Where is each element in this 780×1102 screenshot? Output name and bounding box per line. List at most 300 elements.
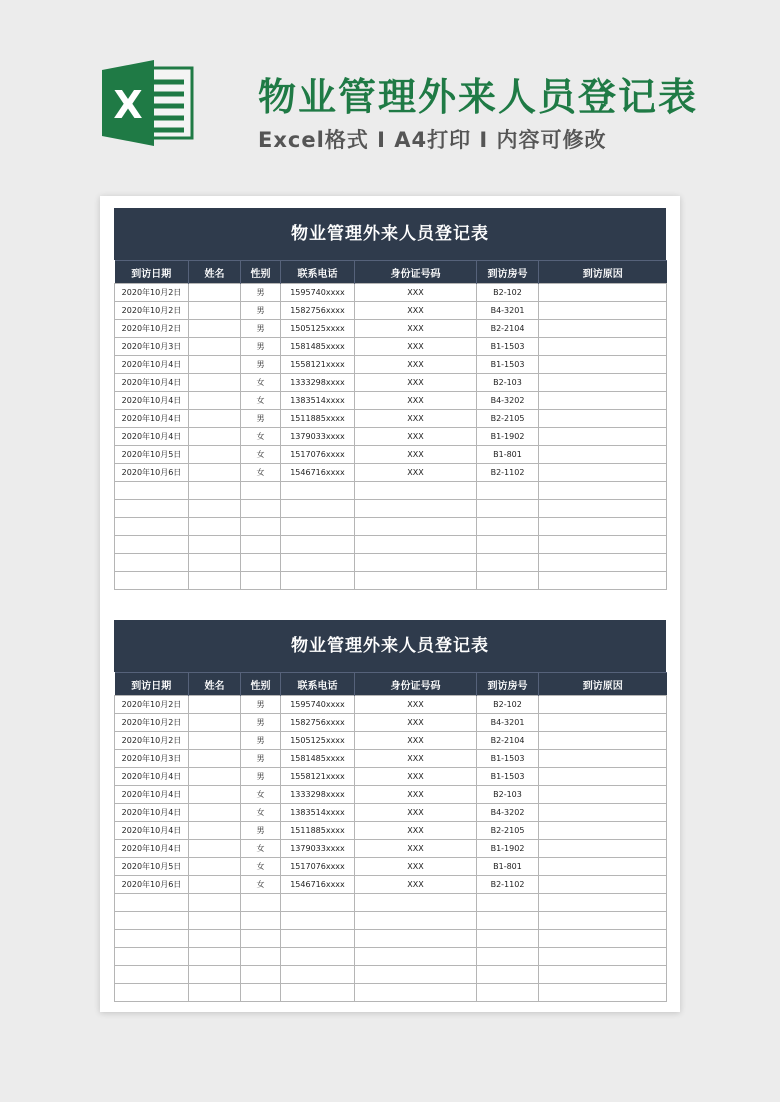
empty-table-row (115, 572, 667, 590)
page-subtitle: Excel格式 I A4打印 I 内容可修改 (258, 128, 607, 152)
cell-phone[interactable]: 1595740xxxx (281, 696, 355, 714)
cell-room-number[interactable] (477, 948, 539, 966)
cell-phone[interactable]: 1558121xxxx (281, 768, 355, 786)
cell-name[interactable] (189, 392, 241, 410)
cell-visit-date[interactable]: 2020年10月2日 (115, 714, 189, 732)
table-row (115, 320, 667, 338)
cell-visit-date[interactable]: 2020年10月4日 (115, 374, 189, 392)
cell-visit-date[interactable] (115, 536, 189, 554)
cell-room-number[interactable]: B1-801 (477, 446, 539, 464)
cell-visit-date[interactable]: 2020年10月5日 (115, 446, 189, 464)
table-header-row (115, 673, 667, 696)
cell-room-number[interactable]: B4-3202 (477, 392, 539, 410)
cell-room-number[interactable] (477, 984, 539, 1002)
column-header-id-number: 身份证号码 (355, 673, 477, 696)
table-row (115, 356, 667, 374)
header (0, 0, 780, 190)
column-header-visit-reason: 到访原因 (539, 673, 667, 696)
cell-id-number[interactable]: XXX (355, 732, 477, 750)
column-header-name: 姓名 (189, 673, 241, 696)
cell-name[interactable] (189, 966, 241, 984)
table-row (115, 410, 667, 428)
cell-visit-reason[interactable] (539, 912, 667, 930)
cell-room-number[interactable] (477, 572, 539, 590)
cell-name[interactable] (189, 554, 241, 572)
cell-gender[interactable] (241, 894, 281, 912)
column-header-name: 姓名 (189, 261, 241, 284)
cell-name[interactable] (189, 984, 241, 1002)
cell-name[interactable] (189, 536, 241, 554)
cell-room-number[interactable]: B1-1503 (477, 356, 539, 374)
cell-phone[interactable] (281, 572, 355, 590)
cell-gender[interactable]: 女 (241, 858, 281, 876)
empty-table-row (115, 482, 667, 500)
cell-visit-reason[interactable] (539, 338, 667, 356)
cell-visit-reason[interactable] (539, 374, 667, 392)
cell-phone[interactable]: 1517076xxxx (281, 446, 355, 464)
cell-phone[interactable]: 1333298xxxx (281, 374, 355, 392)
table-row (115, 392, 667, 410)
cell-visit-date[interactable]: 2020年10月4日 (115, 786, 189, 804)
column-header-visit-date: 到访日期 (115, 673, 189, 696)
empty-table-row (115, 948, 667, 966)
cell-phone[interactable]: 1511885xxxx (281, 410, 355, 428)
cell-id-number[interactable]: XXX (355, 356, 477, 374)
cell-gender[interactable]: 男 (241, 338, 281, 356)
cell-name[interactable] (189, 768, 241, 786)
cell-gender[interactable]: 女 (241, 786, 281, 804)
cell-name[interactable] (189, 572, 241, 590)
table-row (115, 464, 667, 482)
cell-visit-date[interactable] (115, 984, 189, 1002)
cell-gender[interactable] (241, 966, 281, 984)
cell-visit-date[interactable]: 2020年10月4日 (115, 840, 189, 858)
cell-phone[interactable] (281, 554, 355, 572)
cell-name[interactable] (189, 500, 241, 518)
table-row (115, 302, 667, 320)
cell-visit-date[interactable]: 2020年10月3日 (115, 338, 189, 356)
cell-name[interactable] (189, 518, 241, 536)
cell-visit-reason[interactable] (539, 930, 667, 948)
cell-id-number[interactable] (355, 894, 477, 912)
table-row (115, 750, 667, 768)
cell-gender[interactable] (241, 948, 281, 966)
cell-room-number[interactable]: B2-2105 (477, 822, 539, 840)
cell-room-number[interactable]: B1-1503 (477, 768, 539, 786)
cell-name[interactable] (189, 410, 241, 428)
cell-room-number[interactable] (477, 500, 539, 518)
cell-phone[interactable] (281, 500, 355, 518)
page-title: 物业管理外来人员登记表 (258, 75, 699, 119)
empty-table-row (115, 894, 667, 912)
cell-visit-date[interactable] (115, 554, 189, 572)
cell-id-number[interactable]: XXX (355, 696, 477, 714)
cell-visit-reason[interactable] (539, 500, 667, 518)
cell-name[interactable] (189, 464, 241, 482)
cell-phone[interactable] (281, 966, 355, 984)
cell-phone[interactable]: 1383514xxxx (281, 392, 355, 410)
sheet-title: 物业管理外来人员登记表 (114, 620, 666, 672)
cell-id-number[interactable] (355, 966, 477, 984)
cell-gender[interactable]: 女 (241, 840, 281, 858)
cell-visit-reason[interactable] (539, 732, 667, 750)
cell-name[interactable] (189, 374, 241, 392)
cell-phone[interactable] (281, 984, 355, 1002)
cell-room-number[interactable]: B2-1102 (477, 464, 539, 482)
cell-phone[interactable]: 1379033xxxx (281, 428, 355, 446)
cell-visit-date[interactable] (115, 572, 189, 590)
cell-phone[interactable]: 1595740xxxx (281, 284, 355, 302)
cell-visit-reason[interactable] (539, 984, 667, 1002)
cell-name[interactable] (189, 714, 241, 732)
cell-visit-reason[interactable] (539, 302, 667, 320)
cell-gender[interactable]: 男 (241, 320, 281, 338)
cell-visit-reason[interactable] (539, 410, 667, 428)
cell-gender[interactable]: 女 (241, 446, 281, 464)
cell-id-number[interactable] (355, 984, 477, 1002)
cell-phone[interactable]: 1379033xxxx (281, 840, 355, 858)
cell-id-number[interactable] (355, 536, 477, 554)
column-header-id-number: 身份证号码 (355, 261, 477, 284)
cell-phone[interactable]: 1383514xxxx (281, 804, 355, 822)
cell-name[interactable] (189, 930, 241, 948)
cell-phone[interactable]: 1546716xxxx (281, 876, 355, 894)
cell-room-number[interactable] (477, 894, 539, 912)
cell-id-number[interactable] (355, 500, 477, 518)
cell-gender[interactable]: 女 (241, 374, 281, 392)
cell-room-number[interactable]: B1-801 (477, 858, 539, 876)
column-header-room-number: 到访房号 (477, 261, 539, 284)
cell-gender[interactable]: 男 (241, 696, 281, 714)
cell-name[interactable] (189, 804, 241, 822)
cell-name[interactable] (189, 338, 241, 356)
column-header-phone: 联系电话 (281, 261, 355, 284)
cell-name[interactable] (189, 876, 241, 894)
empty-table-row (115, 536, 667, 554)
cell-visit-reason[interactable] (539, 696, 667, 714)
cell-room-number[interactable]: B1-1902 (477, 428, 539, 446)
cell-id-number[interactable]: XXX (355, 750, 477, 768)
cell-name[interactable] (189, 302, 241, 320)
cell-room-number[interactable]: B4-3201 (477, 714, 539, 732)
cell-id-number[interactable]: XXX (355, 822, 477, 840)
cell-phone[interactable] (281, 536, 355, 554)
table-row (115, 732, 667, 750)
cell-name[interactable] (189, 320, 241, 338)
table-row (115, 804, 667, 822)
cell-visit-reason[interactable] (539, 428, 667, 446)
cell-id-number[interactable] (355, 948, 477, 966)
cell-visit-date[interactable]: 2020年10月4日 (115, 768, 189, 786)
cell-name[interactable] (189, 894, 241, 912)
cell-name[interactable] (189, 840, 241, 858)
cell-gender[interactable]: 女 (241, 876, 281, 894)
table-row (115, 428, 667, 446)
cell-id-number[interactable]: XXX (355, 768, 477, 786)
cell-gender[interactable] (241, 518, 281, 536)
cell-gender[interactable]: 女 (241, 804, 281, 822)
cell-visit-date[interactable]: 2020年10月4日 (115, 410, 189, 428)
cell-visit-date[interactable]: 2020年10月2日 (115, 284, 189, 302)
cell-id-number[interactable] (355, 930, 477, 948)
cell-name[interactable] (189, 750, 241, 768)
cell-gender[interactable]: 男 (241, 732, 281, 750)
cell-visit-reason[interactable] (539, 482, 667, 500)
column-header-phone: 联系电话 (281, 673, 355, 696)
cell-phone[interactable]: 1582756xxxx (281, 714, 355, 732)
cell-gender[interactable]: 男 (241, 714, 281, 732)
cell-id-number[interactable]: XXX (355, 446, 477, 464)
cell-id-number[interactable]: XXX (355, 320, 477, 338)
cell-id-number[interactable]: XXX (355, 876, 477, 894)
cell-visit-date[interactable]: 2020年10月3日 (115, 750, 189, 768)
cell-room-number[interactable]: B2-2105 (477, 410, 539, 428)
cell-visit-date[interactable]: 2020年10月5日 (115, 858, 189, 876)
cell-visit-date[interactable]: 2020年10月2日 (115, 696, 189, 714)
cell-visit-date[interactable] (115, 930, 189, 948)
cell-id-number[interactable]: XXX (355, 804, 477, 822)
cell-id-number[interactable]: XXX (355, 338, 477, 356)
table-row (115, 696, 667, 714)
cell-visit-reason[interactable] (539, 392, 667, 410)
register-sheet-2 (114, 620, 666, 1002)
cell-name[interactable] (189, 446, 241, 464)
cell-room-number[interactable]: B4-3202 (477, 804, 539, 822)
cell-visit-reason[interactable] (539, 356, 667, 374)
register-sheet-1 (114, 208, 666, 590)
cell-visit-reason[interactable] (539, 320, 667, 338)
cell-gender[interactable] (241, 500, 281, 518)
table-row (115, 876, 667, 894)
cell-phone[interactable] (281, 930, 355, 948)
cell-visit-date[interactable]: 2020年10月6日 (115, 876, 189, 894)
cell-gender[interactable]: 男 (241, 822, 281, 840)
cell-id-number[interactable]: XXX (355, 392, 477, 410)
cell-visit-date[interactable] (115, 894, 189, 912)
table-row (115, 338, 667, 356)
cell-id-number[interactable]: XXX (355, 786, 477, 804)
cell-visit-date[interactable]: 2020年10月4日 (115, 804, 189, 822)
cell-phone[interactable] (281, 912, 355, 930)
column-header-visit-date: 到访日期 (115, 261, 189, 284)
cell-id-number[interactable]: XXX (355, 284, 477, 302)
column-header-gender: 性别 (241, 673, 281, 696)
cell-phone[interactable]: 1511885xxxx (281, 822, 355, 840)
cell-visit-reason[interactable] (539, 536, 667, 554)
cell-gender[interactable] (241, 572, 281, 590)
empty-table-row (115, 518, 667, 536)
table-row (115, 446, 667, 464)
cell-name[interactable] (189, 912, 241, 930)
cell-id-number[interactable] (355, 554, 477, 572)
empty-table-row (115, 966, 667, 984)
cell-gender[interactable]: 男 (241, 284, 281, 302)
cell-name[interactable] (189, 356, 241, 374)
cell-room-number[interactable] (477, 966, 539, 984)
cell-visit-date[interactable] (115, 500, 189, 518)
cell-gender[interactable]: 女 (241, 464, 281, 482)
cell-room-number[interactable]: B2-1102 (477, 876, 539, 894)
cell-phone[interactable]: 1582756xxxx (281, 302, 355, 320)
cell-name[interactable] (189, 786, 241, 804)
cell-room-number[interactable] (477, 536, 539, 554)
cell-phone[interactable] (281, 948, 355, 966)
cell-id-number[interactable] (355, 482, 477, 500)
cell-visit-reason[interactable] (539, 966, 667, 984)
empty-table-row (115, 984, 667, 1002)
cell-room-number[interactable] (477, 930, 539, 948)
cell-room-number[interactable]: B4-3201 (477, 302, 539, 320)
cell-room-number[interactable]: B2-102 (477, 696, 539, 714)
document-page (100, 196, 680, 1012)
cell-phone[interactable]: 1517076xxxx (281, 858, 355, 876)
cell-room-number[interactable] (477, 518, 539, 536)
cell-id-number[interactable] (355, 572, 477, 590)
empty-table-row (115, 500, 667, 518)
column-header-visit-reason: 到访原因 (539, 261, 667, 284)
cell-visit-reason[interactable] (539, 572, 667, 590)
cell-visit-date[interactable]: 2020年10月2日 (115, 732, 189, 750)
cell-visit-date[interactable]: 2020年10月4日 (115, 356, 189, 374)
cell-room-number[interactable] (477, 912, 539, 930)
cell-phone[interactable]: 1333298xxxx (281, 786, 355, 804)
table-row (115, 840, 667, 858)
cell-visit-reason[interactable] (539, 750, 667, 768)
cell-name[interactable] (189, 858, 241, 876)
cell-gender[interactable]: 女 (241, 392, 281, 410)
cell-visit-reason[interactable] (539, 876, 667, 894)
cell-visit-date[interactable]: 2020年10月2日 (115, 320, 189, 338)
logo-letter: X (113, 83, 143, 127)
cell-visit-reason[interactable] (539, 948, 667, 966)
cell-id-number[interactable]: XXX (355, 302, 477, 320)
cell-id-number[interactable]: XXX (355, 464, 477, 482)
table-row (115, 822, 667, 840)
sheet-title: 物业管理外来人员登记表 (114, 208, 666, 260)
cell-id-number[interactable]: XXX (355, 374, 477, 392)
empty-table-row (115, 912, 667, 930)
cell-visit-date[interactable]: 2020年10月2日 (115, 302, 189, 320)
cell-visit-date[interactable] (115, 912, 189, 930)
cell-gender[interactable]: 男 (241, 302, 281, 320)
cell-gender[interactable] (241, 984, 281, 1002)
cell-id-number[interactable] (355, 912, 477, 930)
cell-visit-date[interactable]: 2020年10月4日 (115, 822, 189, 840)
column-header-room-number: 到访房号 (477, 673, 539, 696)
cell-id-number[interactable]: XXX (355, 410, 477, 428)
cell-room-number[interactable]: B2-2104 (477, 732, 539, 750)
cell-name[interactable] (189, 482, 241, 500)
table-row (115, 714, 667, 732)
cell-id-number[interactable]: XXX (355, 840, 477, 858)
cell-visit-reason[interactable] (539, 858, 667, 876)
cell-visit-date[interactable]: 2020年10月6日 (115, 464, 189, 482)
table-row (115, 768, 667, 786)
cell-visit-reason[interactable] (539, 554, 667, 572)
cell-gender[interactable] (241, 554, 281, 572)
cell-room-number[interactable]: B2-103 (477, 786, 539, 804)
cell-gender[interactable]: 男 (241, 768, 281, 786)
excel-icon (100, 60, 196, 146)
cell-visit-reason[interactable] (539, 840, 667, 858)
cell-visit-reason[interactable] (539, 822, 667, 840)
cell-id-number[interactable]: XXX (355, 714, 477, 732)
cell-phone[interactable] (281, 482, 355, 500)
cell-phone[interactable]: 1558121xxxx (281, 356, 355, 374)
table-header-row (115, 261, 667, 284)
cell-visit-date[interactable]: 2020年10月4日 (115, 428, 189, 446)
cell-gender[interactable] (241, 912, 281, 930)
cell-gender[interactable] (241, 482, 281, 500)
cell-id-number[interactable]: XXX (355, 858, 477, 876)
cell-name[interactable] (189, 732, 241, 750)
cell-name[interactable] (189, 696, 241, 714)
table-row (115, 374, 667, 392)
cell-room-number[interactable]: B1-1503 (477, 750, 539, 768)
cell-visit-date[interactable] (115, 966, 189, 984)
cell-visit-reason[interactable] (539, 284, 667, 302)
cell-visit-date[interactable] (115, 948, 189, 966)
cell-phone[interactable]: 1546716xxxx (281, 464, 355, 482)
cell-room-number[interactable]: B2-102 (477, 284, 539, 302)
cell-visit-reason[interactable] (539, 714, 667, 732)
empty-table-row (115, 930, 667, 948)
cell-room-number[interactable] (477, 482, 539, 500)
cell-name[interactable] (189, 948, 241, 966)
cell-visit-date[interactable]: 2020年10月4日 (115, 392, 189, 410)
cell-visit-reason[interactable] (539, 768, 667, 786)
register-table (114, 672, 667, 1002)
cell-visit-date[interactable] (115, 482, 189, 500)
cell-gender[interactable]: 男 (241, 750, 281, 768)
cell-name[interactable] (189, 822, 241, 840)
cell-gender[interactable]: 男 (241, 356, 281, 374)
cell-phone[interactable] (281, 518, 355, 536)
empty-table-row (115, 554, 667, 572)
cell-id-number[interactable] (355, 518, 477, 536)
cell-visit-reason[interactable] (539, 786, 667, 804)
cell-gender[interactable] (241, 536, 281, 554)
cell-visit-reason[interactable] (539, 804, 667, 822)
table-row (115, 858, 667, 876)
register-table (114, 260, 667, 590)
cell-visit-reason[interactable] (539, 446, 667, 464)
cell-visit-reason[interactable] (539, 518, 667, 536)
cell-phone[interactable]: 1505125xxxx (281, 320, 355, 338)
cell-visit-reason[interactable] (539, 894, 667, 912)
cell-phone[interactable]: 1505125xxxx (281, 732, 355, 750)
cell-gender[interactable]: 男 (241, 410, 281, 428)
column-header-gender: 性别 (241, 261, 281, 284)
cell-phone[interactable]: 1581485xxxx (281, 338, 355, 356)
cell-room-number[interactable]: B1-1503 (477, 338, 539, 356)
cell-gender[interactable]: 女 (241, 428, 281, 446)
cell-gender[interactable] (241, 930, 281, 948)
cell-room-number[interactable]: B1-1902 (477, 840, 539, 858)
cell-id-number[interactable]: XXX (355, 428, 477, 446)
cell-visit-reason[interactable] (539, 464, 667, 482)
cell-room-number[interactable]: B2-103 (477, 374, 539, 392)
cell-name[interactable] (189, 284, 241, 302)
cell-phone[interactable] (281, 894, 355, 912)
cell-room-number[interactable]: B2-2104 (477, 320, 539, 338)
cell-name[interactable] (189, 428, 241, 446)
table-row (115, 284, 667, 302)
cell-room-number[interactable] (477, 554, 539, 572)
table-row (115, 786, 667, 804)
cell-phone[interactable]: 1581485xxxx (281, 750, 355, 768)
cell-visit-date[interactable] (115, 518, 189, 536)
